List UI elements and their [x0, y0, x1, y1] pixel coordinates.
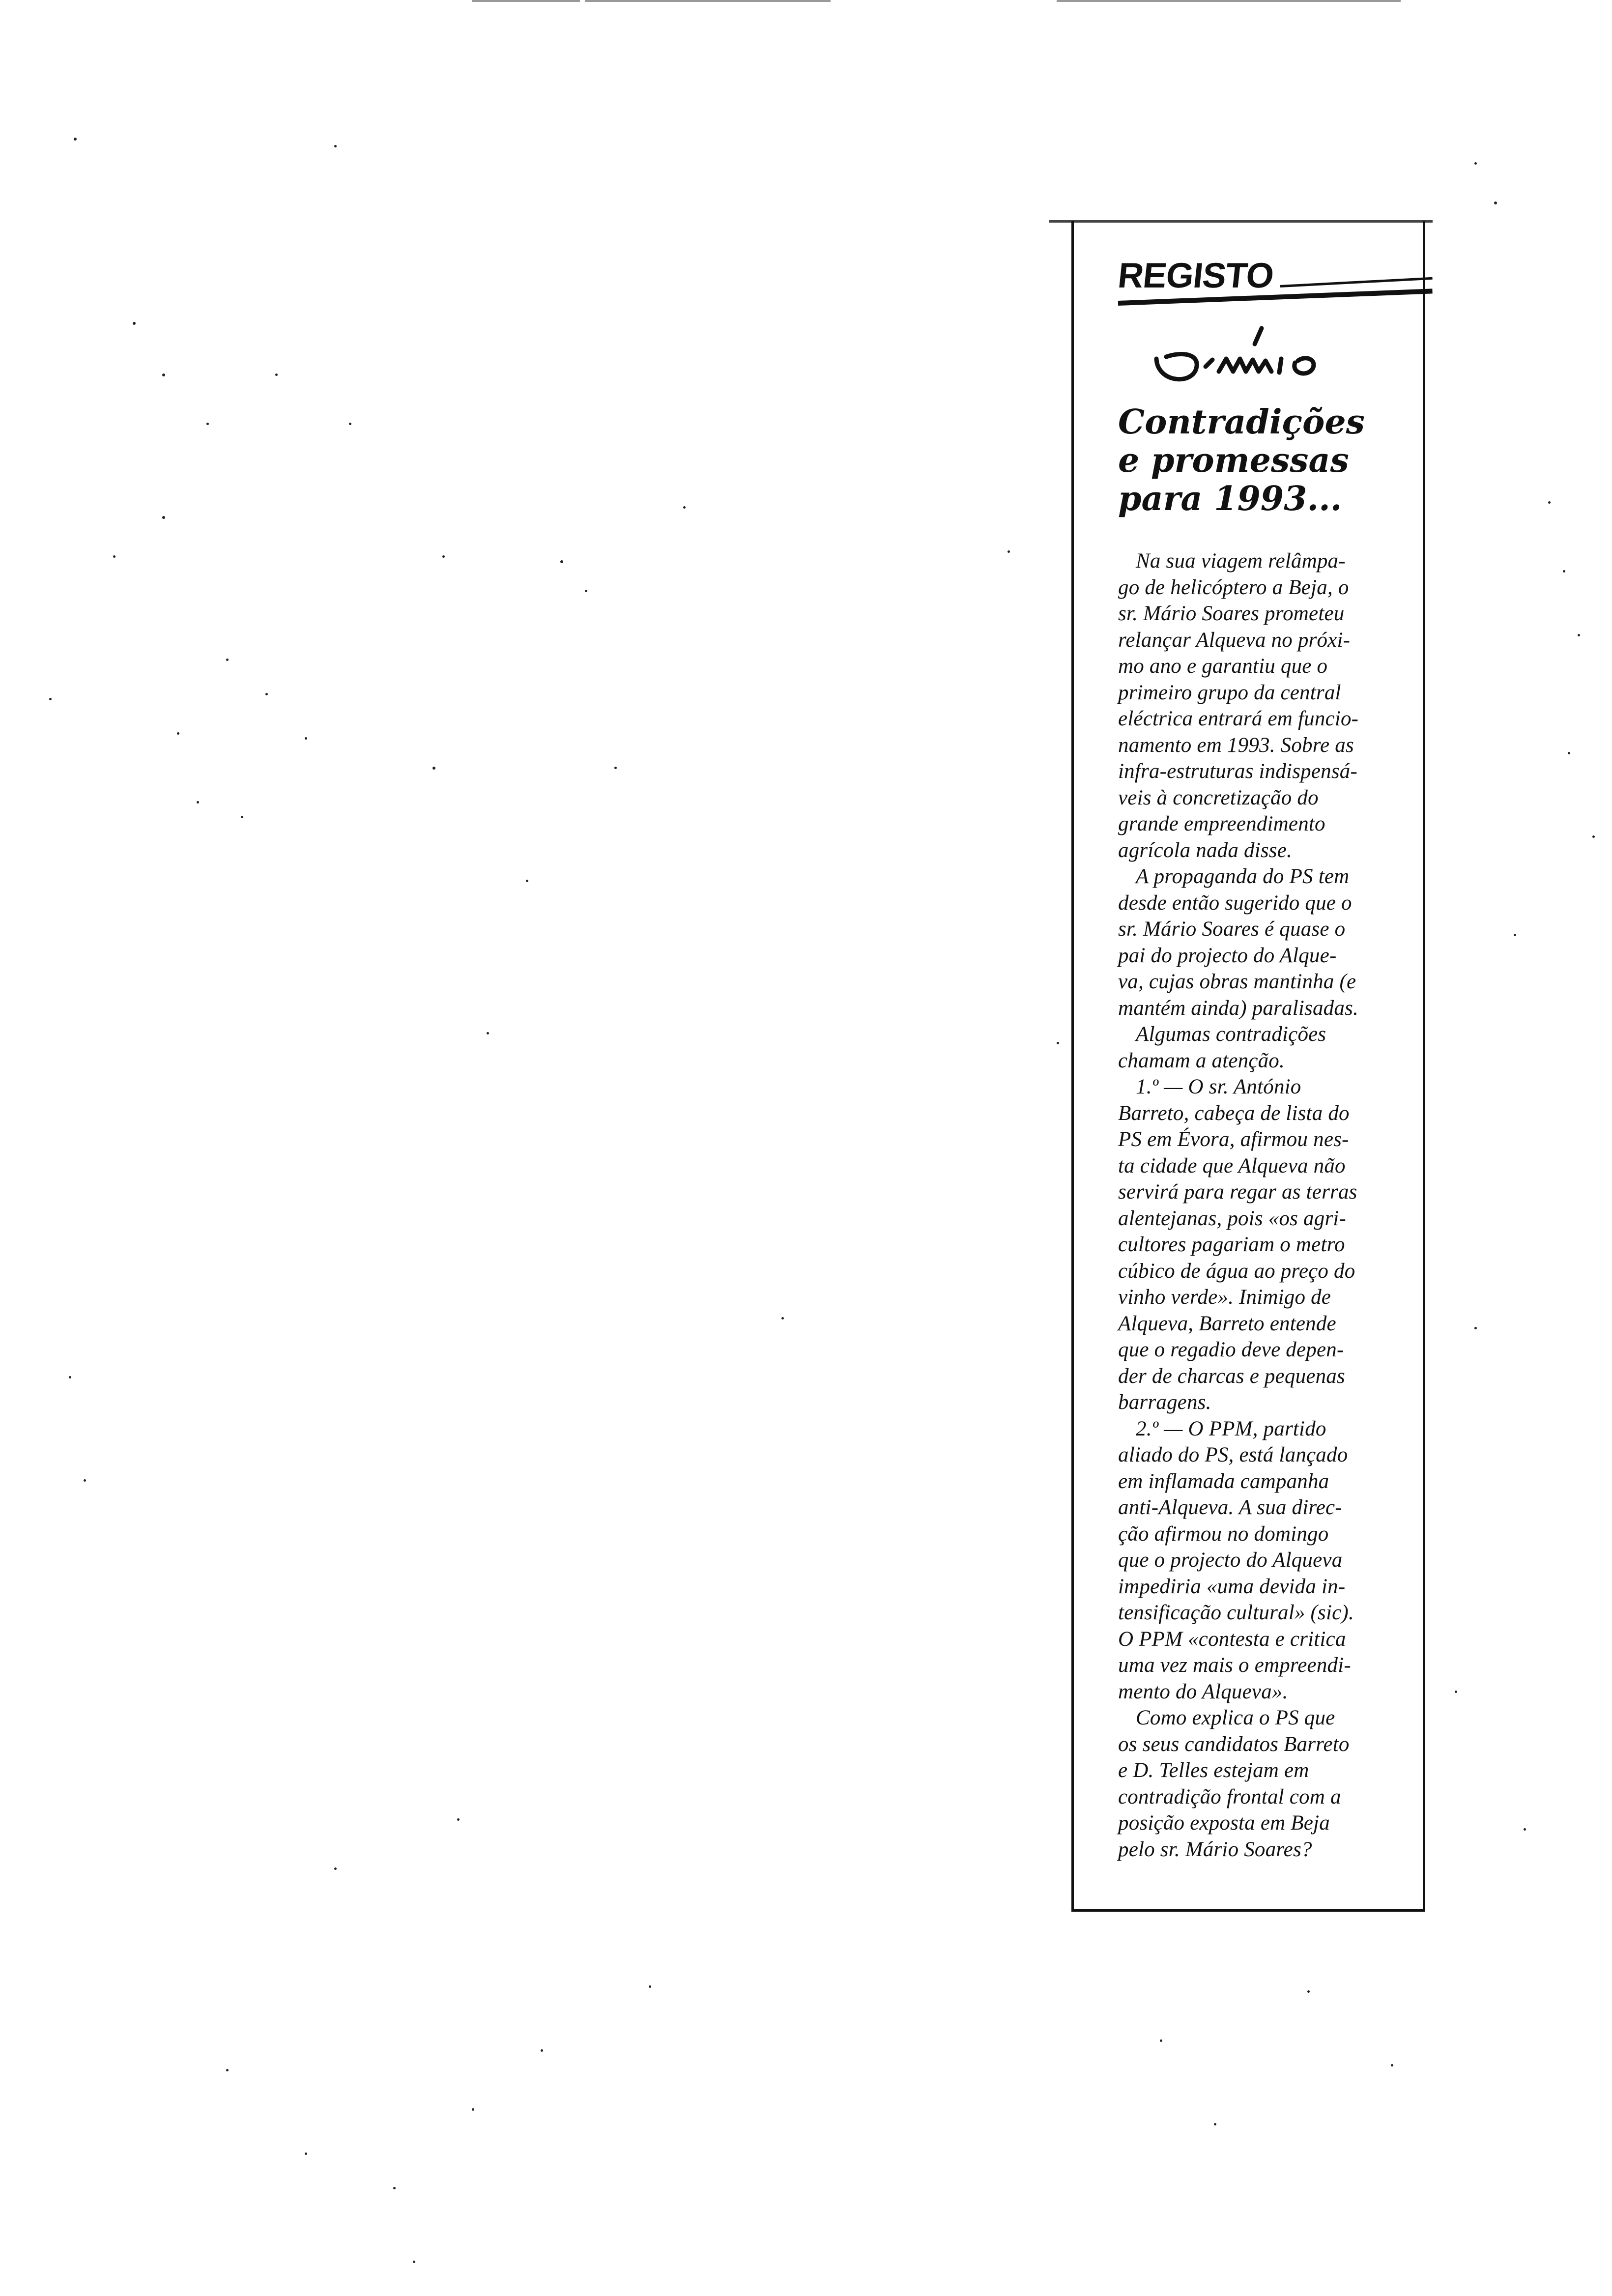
article-line: que o regadio deve depen- [1118, 1338, 1344, 1361]
article-line: pai do projecto do Alque- [1118, 944, 1337, 967]
article-line: vinho verde». Inimigo de [1118, 1286, 1331, 1309]
article-line: Algumas contradições [1136, 1023, 1326, 1046]
article-line: mento do Alqueva». [1118, 1680, 1288, 1703]
article-line: barragens. [1118, 1391, 1211, 1414]
article-body [1118, 548, 1413, 1863]
article-line: Como explica o PS que [1136, 1706, 1335, 1729]
scan-speck [393, 2187, 396, 2189]
article-line: cultores pagariam o metro [1118, 1233, 1345, 1256]
scan-speck [1307, 1990, 1310, 1993]
scan-speck [1008, 550, 1010, 553]
scan-speck [560, 560, 563, 563]
scan-speck [683, 506, 686, 509]
scan-speck [206, 423, 209, 425]
article-line: posição exposta em Beja [1118, 1811, 1330, 1835]
kicker-rule [1280, 277, 1433, 287]
article-line: sr. Mário Soares prometeu [1118, 602, 1345, 625]
scan-speck [275, 373, 278, 376]
article-line: cúbico de água ao preço do [1118, 1259, 1355, 1283]
scan-speck [241, 816, 243, 818]
scan-speck [49, 698, 52, 700]
scan-speck [649, 1985, 651, 1988]
scan-speck [162, 373, 165, 376]
newspaper-clipping [1071, 221, 1425, 1912]
article-line: PS em Évora, afirmou nes- [1118, 1128, 1349, 1151]
headline [1118, 403, 1413, 518]
article-line: ta cidade que Alqueva não [1118, 1154, 1346, 1177]
handwritten-signature [1148, 324, 1354, 393]
article-line: O PPM «contesta e critica [1118, 1627, 1346, 1651]
scan-speck [614, 767, 617, 769]
scan-speck [334, 1867, 337, 1870]
article-line: alentejanas, pois «os agri- [1118, 1206, 1347, 1230]
article-line: Alqueva, Barreto entende [1118, 1312, 1336, 1335]
scan-speck [69, 1376, 71, 1378]
article-line: agrícola nada disse. [1118, 838, 1292, 862]
scan-speck [1160, 2039, 1162, 2042]
scan-speck [349, 423, 351, 425]
scan-speck [487, 1032, 489, 1034]
article-line: eléctrica entrará em funcio- [1118, 707, 1359, 730]
article-line: Barreto, cabeça de lista do [1118, 1101, 1350, 1125]
article-line: namento em 1993. Sobre as [1118, 733, 1354, 757]
scan-speck [442, 555, 445, 558]
article-line: chamam a atenção. [1118, 1049, 1285, 1072]
article-line: e D. Telles estejam em [1118, 1759, 1309, 1782]
scan-edge-line [1057, 0, 1401, 2]
scan-speck [1563, 570, 1565, 573]
scan-speck [84, 1479, 86, 1482]
scan-speck [197, 801, 199, 804]
scan-speck [177, 732, 179, 735]
article-line: em inflamada campanha [1118, 1469, 1329, 1493]
headline-line: para 1993... [1118, 479, 1342, 518]
article-line: impediria «uma devida in- [1118, 1575, 1346, 1598]
article-line: relançar Alqueva no próxi- [1118, 628, 1351, 652]
section-kicker [1118, 256, 1433, 310]
scan-speck [226, 2069, 229, 2071]
article-line: tensificação cultural» (sic). [1118, 1601, 1354, 1624]
scan-speck [1474, 1327, 1477, 1329]
scan-speck [1057, 1042, 1059, 1044]
scan-speck [226, 659, 229, 661]
scan-speck [541, 2049, 543, 2052]
article-line: infra-estruturas indispensá- [1118, 760, 1357, 783]
kicker-text: REGISTO [1116, 256, 1275, 295]
article-line: mo ano e garantiu que o [1118, 655, 1328, 678]
article-line: primeiro grupo da central [1118, 681, 1341, 704]
scan-speck [1524, 1828, 1526, 1831]
scan-speck [1568, 752, 1570, 754]
article-line: sr. Mário Soares é quase o [1118, 918, 1346, 941]
scan-speck [526, 880, 528, 882]
headline-line: e promessas [1118, 441, 1349, 480]
article-line: Na sua viagem relâmpa- [1136, 549, 1346, 573]
scan-speck [457, 1818, 460, 1821]
article-line: va, cujas obras mantinha (e [1118, 970, 1356, 993]
scan-speck [1455, 1691, 1457, 1693]
scan-speck [133, 322, 136, 325]
scan-speck [162, 516, 165, 519]
article-line: servirá para regar as terras [1118, 1180, 1357, 1204]
article-line: grande empreendimento [1118, 812, 1325, 835]
scan-speck [74, 138, 77, 141]
scan-speck [1494, 201, 1497, 204]
article-line: ção afirmou no domingo [1118, 1522, 1329, 1546]
article-line: 1.º — O sr. António [1136, 1075, 1301, 1098]
scan-speck [1548, 501, 1551, 504]
article-line: der de charcas e pequenas [1118, 1364, 1345, 1388]
scan-speck [1578, 634, 1580, 636]
article-line: 2.º — O PPM, partido [1136, 1417, 1326, 1440]
scan-speck [1391, 2064, 1393, 2066]
scan-speck [781, 1317, 784, 1320]
scan-edge-line [472, 0, 580, 2]
article-line: desde então sugerido que o [1118, 891, 1352, 915]
article-line: aliado do PS, está lançado [1118, 1443, 1348, 1466]
scan-edge-line [585, 0, 831, 2]
article-line: que o projecto do Alqueva [1118, 1549, 1343, 1572]
scan-speck [265, 693, 268, 695]
scan-speck [113, 555, 115, 558]
article-line: uma vez mais o empreendi- [1118, 1654, 1351, 1677]
scan-speck [585, 590, 587, 592]
article-line: go de helicóptero a Beja, o [1118, 575, 1349, 599]
scan-speck [472, 2108, 474, 2111]
headline-line: Contradições [1118, 402, 1365, 442]
article-line: A propaganda do PS tem [1136, 865, 1350, 888]
article-line: os seus candidatos Barreto [1118, 1732, 1350, 1756]
scan-speck [1214, 2123, 1216, 2125]
article-line: anti-Alqueva. A sua direc- [1118, 1496, 1342, 1519]
article-line: mantém ainda) paralisadas. [1118, 996, 1358, 1020]
scan-speck [432, 767, 435, 770]
scan-speck [334, 145, 337, 147]
scan-speck [305, 2152, 307, 2155]
scan-speck [305, 737, 307, 740]
scan-speck [413, 2261, 415, 2263]
scan-speck [1592, 835, 1595, 838]
article-line: veis à concretização do [1118, 786, 1319, 809]
article-line: pelo sr. Mário Soares? [1118, 1837, 1312, 1861]
scan-speck [1514, 934, 1516, 936]
article-line: contradição frontal com a [1118, 1785, 1341, 1808]
scan-speck [1474, 162, 1477, 165]
